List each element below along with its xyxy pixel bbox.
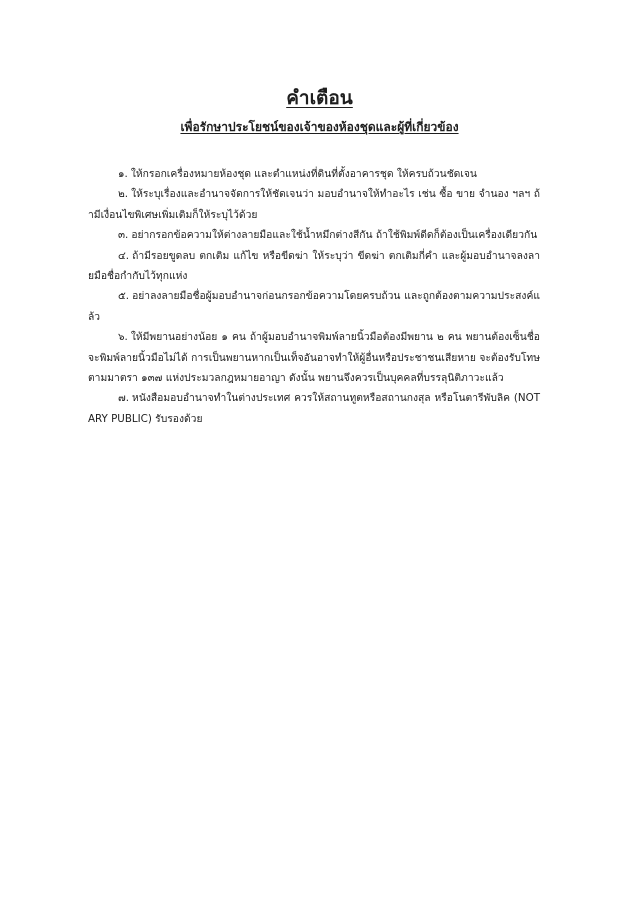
item-number: ๗. [118,392,130,405]
item-text: หนังสือมอบอำนาจทำในต่างประเทศ ควรให้สถานทูตหรือสถานกงสุล หรือโนตารีพับลิค (NOTARY PUBLIC) รับรองด้วย [88,392,540,425]
item-text: ให้กรอกเครื่องหมายห้องชุด และตำแหน่งที่ดินที่ตั้งอาคารชุด ให้ครบถ้วนชัดเจน [130,168,477,180]
item-text: ถ้ามีรอยขูดลบ ตกเติม แก้ไข หรือขีดฆ่า ให้ระบุว่า ขีดฆ่า ตกเติมกี่คำ และผู้มอบอำนาจลงลายมือชื่อกำกับไว้ทุกแห่ง [88,249,540,283]
item-number: ๕. [118,290,130,303]
warning-item-6 [88,327,540,388]
item-number: ๑. [118,168,128,180]
warning-item-1 [88,164,540,184]
item-text: อย่าลงลายมือชื่อผู้มอบอำนาจก่อนกรอกข้อความโดยครบถ้วน และถูกต้องตามความประสงค์แล้ว [88,290,540,323]
document-title: คำเตือน [286,87,353,109]
item-text: ให้ระบุเรื่องและอำนาจจัดการให้ชัดเจนว่า มอบอำนาจให้ทำอะไร เช่น ซื้อ ขาย จำนอง ฯลฯ ถ้ามีเงื่อนไขพิเศษเพิ่มเติมก็ให้ระบุไว้ด้วย [88,188,540,221]
item-number: ๒. [118,188,129,201]
document-subtitle: เพื่อรักษาประโยชน์ของเจ้าของห้องชุดและผู้ที่เกี่ยวข้อง [180,120,459,134]
item-number: ๔. [118,249,130,262]
item-text: อย่ากรอกข้อความให้ต่างลายมือและใช้น้ำหมึกต่างสีกัน ถ้าใช้พิมพ์ดีดก็ต้องเป็นเครื่องเดียวกัน [131,229,538,242]
warning-item-4 [88,246,540,287]
item-number: ๖. [118,331,128,344]
warning-item-5 [88,286,540,327]
item-text: ให้มีพยานอย่างน้อย ๑ คน ถ้าผู้มอบอำนาจพิมพ์ลายนิ้วมือต้องมีพยาน ๒ คน พยานต้องเซ็นชื่อจะพิมพ์ลายนิ้วมือไม่ได้ การเป็นพยานหากเป็นเท็จอันอาจทำให้ผู้อื่นหรือประชาชนเสียหาย จะต้องรับโทษตามมาตรา ๑๓๗ แห่งประมวลกฎหมายอาญา ดังนั้น พยานจึงควรเป็นบุคคลที่บรรลุนิติภาวะแล้ว [88,331,540,385]
warning-item-3 [88,225,540,245]
warning-item-7 [88,388,540,429]
item-number: ๓. [118,229,129,242]
warning-list [88,164,540,429]
warning-item-2 [88,184,540,225]
